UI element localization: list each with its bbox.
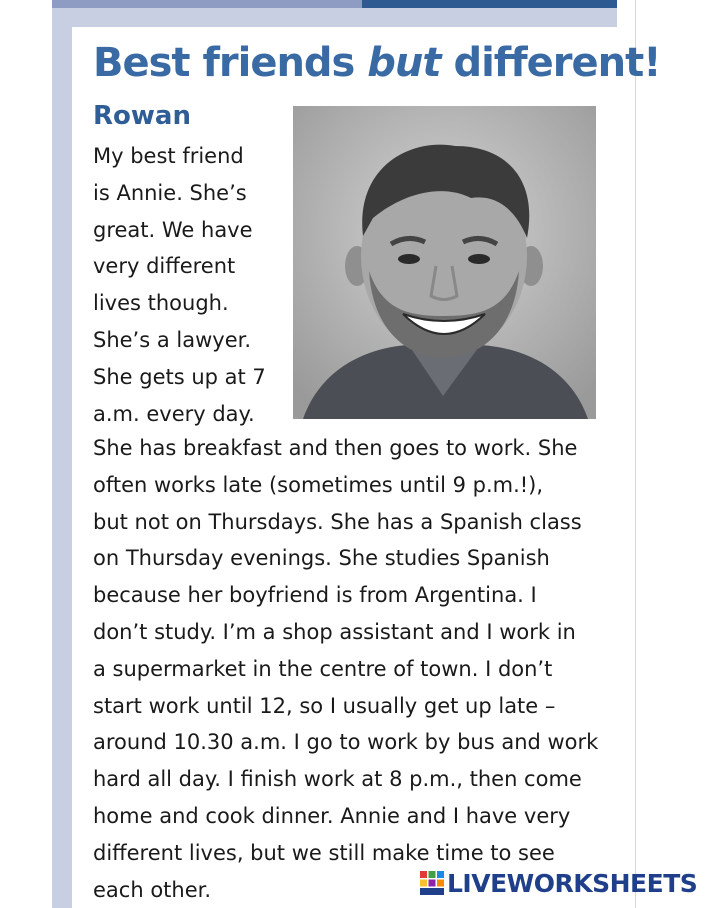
text-line: different lives, but we still make time to see	[93, 840, 555, 865]
author-name: Rowan	[93, 101, 191, 131]
liveworksheets-logo-icon	[420, 871, 444, 895]
top-accent-bar-light	[52, 0, 362, 8]
text-line: a supermarket in the centre of town. I don’t	[93, 656, 553, 681]
title-emphasis: but	[367, 40, 441, 86]
liveworksheets-watermark[interactable]	[420, 868, 697, 898]
page-edge-divider	[635, 0, 636, 908]
author-photo	[293, 106, 596, 419]
text-line: great. We have	[93, 217, 253, 242]
text-line: each other.	[93, 877, 212, 902]
text-line: a.m. every day.	[93, 401, 255, 426]
article-title	[93, 38, 660, 88]
text-line: don’t study. I’m a shop assistant and I work in	[93, 619, 576, 644]
text-line: She’s a lawyer.	[93, 327, 252, 352]
text-line: because her boyfriend is from Argentina. I	[93, 583, 537, 608]
text-line: home and cook dinner. Annie and I have very	[93, 803, 571, 828]
text-line: on Thursday evenings. She studies Spanish	[93, 546, 550, 571]
text-line: is Annie. She’s	[93, 180, 247, 205]
watermark-text: LIVEWORKSHEETS	[447, 868, 698, 898]
text-line: lives though.	[93, 291, 229, 316]
article-text-full-width	[93, 430, 613, 908]
top-accent-bar-dark	[362, 0, 617, 8]
text-line: My best friend	[93, 144, 244, 168]
text-line: start work until 12, so I usually get up late –	[93, 693, 556, 718]
text-line: very different	[93, 254, 236, 279]
text-line: often works late (sometimes until 9 p.m.!),	[93, 472, 544, 497]
title-part-2: different!	[440, 40, 661, 86]
text-line: She gets up at 7	[93, 364, 266, 389]
text-line: She has breakfast and then goes to work. She	[93, 436, 578, 460]
text-line: around 10.30 a.m. I go to work by bus and work	[93, 730, 599, 755]
text-line: hard all day. I finish work at 8 p.m., then come	[93, 767, 582, 792]
text-line: but not on Thursdays. She has a Spanish class	[93, 509, 582, 534]
article-text-beside-photo	[93, 138, 283, 432]
title-part-1: Best friends	[93, 40, 368, 86]
